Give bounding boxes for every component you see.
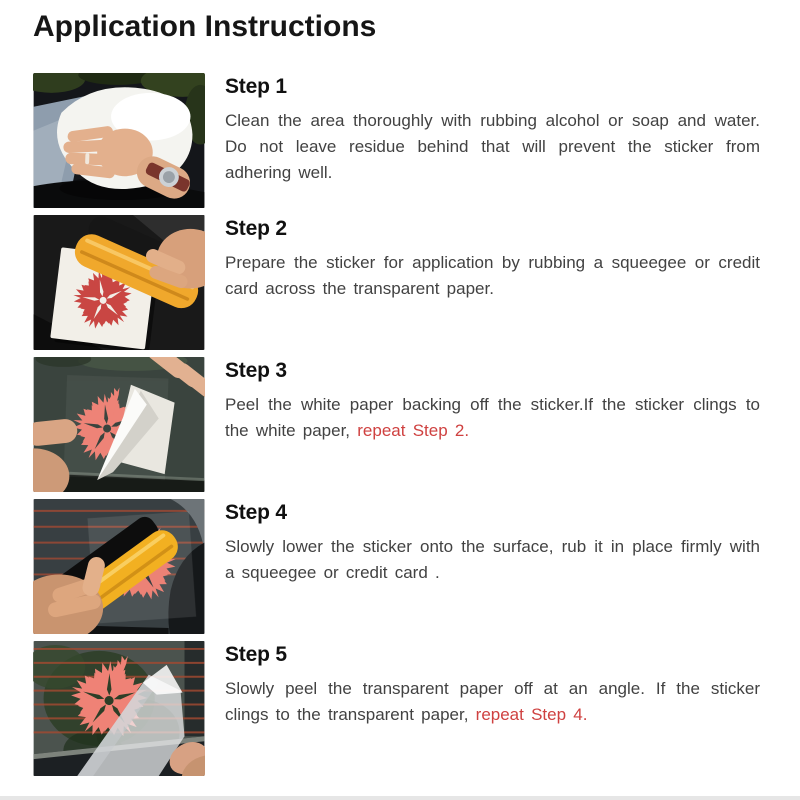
step-5-description-red: repeat Step 4. — [475, 705, 588, 724]
step-2-label: Step 2 — [225, 217, 287, 240]
step-5-description-main: Slowly peel the transparent paper off at an angle. If the sticker clings to the transparent paper, — [225, 679, 760, 724]
step-2-photo — [33, 215, 205, 350]
step-2-row — [33, 215, 760, 350]
step-1-description — [225, 108, 760, 186]
step-5-label: Step 5 — [225, 643, 287, 666]
applying-sticker-photo — [33, 499, 205, 634]
page-title: Application Instructions — [33, 10, 377, 43]
step-1-text — [225, 73, 760, 208]
peeling-film-photo — [33, 641, 205, 776]
wiping-car-photo — [33, 73, 205, 208]
squeegee-on-backing-photo — [33, 215, 205, 350]
step-2-description-main: Prepare the sticker for application by rubbing a squeegee or credit card across the transparent paper. — [225, 253, 760, 298]
step-4-photo — [33, 499, 205, 634]
ring-icon — [85, 153, 89, 164]
step-3-photo — [33, 357, 205, 492]
step-3-row — [33, 357, 760, 492]
step-4-text — [225, 499, 760, 634]
step-5-text — [225, 641, 760, 776]
step-5-description — [225, 676, 760, 728]
step-3-text — [225, 357, 760, 492]
step-1-description-main: Clean the area thoroughly with rubbing alcohol or soap and water. Do not leave residue behind that will prevent the sticker from adhering well. — [225, 111, 760, 182]
step-3-label: Step 3 — [225, 359, 287, 382]
step-3-description-main: Peel the white paper backing off the sticker.If the sticker clings to the white paper, — [225, 395, 760, 440]
step-2-text — [225, 215, 760, 350]
step-4-row — [33, 499, 760, 634]
peeling-backing-photo — [33, 357, 205, 492]
step-4-label: Step 4 — [225, 501, 287, 524]
step-2-description — [225, 250, 760, 302]
step-4-description-main: Slowly lower the sticker onto the surface, rub it in place firmly with a squeegee or credit card . — [225, 537, 760, 582]
step-4-description — [225, 534, 760, 586]
step-1-label: Step 1 — [225, 75, 287, 98]
step-5-row — [33, 641, 760, 776]
step-1-row — [33, 73, 760, 208]
step-5-photo — [33, 641, 205, 776]
step-3-description — [225, 392, 760, 444]
step-1-photo — [33, 73, 205, 208]
bottom-edge-strip — [0, 796, 800, 800]
steps-list — [33, 73, 760, 776]
step-3-description-red: repeat Step 2. — [357, 421, 470, 440]
